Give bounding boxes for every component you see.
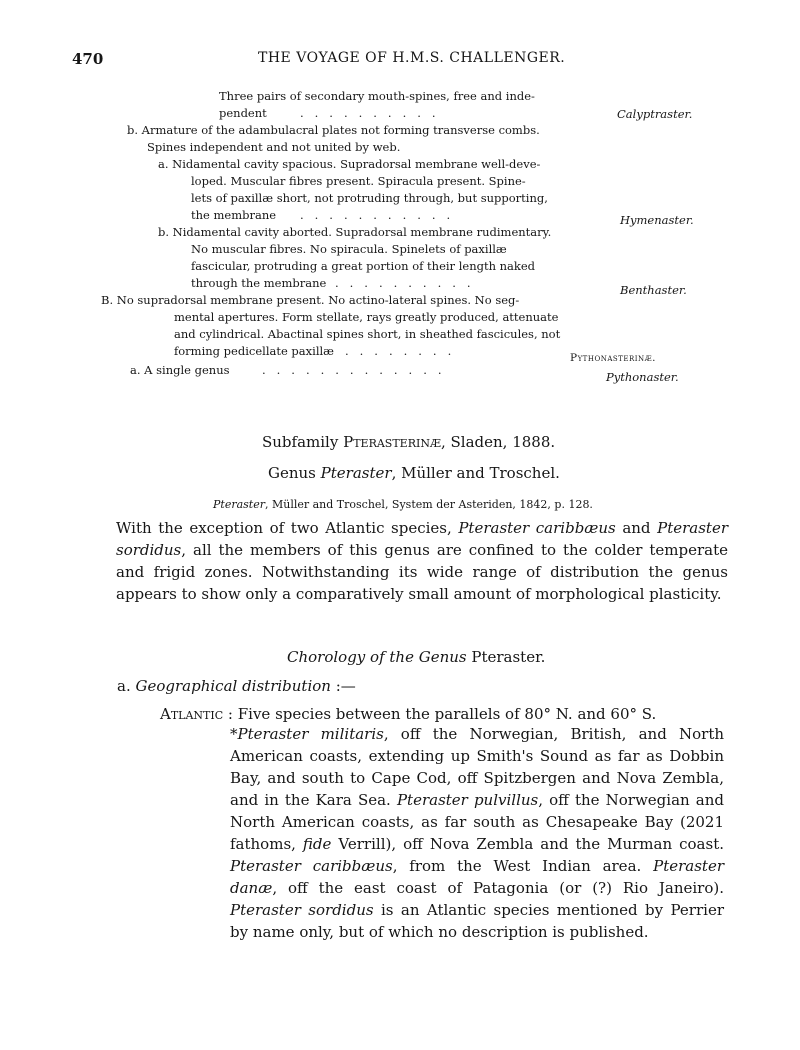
subfamily-heading: Subfamily Pterasterinæ, Sladen, 1888. — [262, 433, 556, 451]
atlantic-line: Atlantic : Five species between the parallels of 80° N. and 60° S. — [160, 705, 657, 723]
species-paragraph: *Pteraster militaris, off the Norwegian, British, and North American coasts, extending up Smith's Sound as far as Dobbin Bay, and south to Cape Cod, off Spitzbergen and Nova Zembla, and in the Kara Sea. Pteraster pulvillus, off the Norwegian and North American coasts, as far south as Chesapeake Bay (2021 fathoms, fide Verrill), off Nova Zembla and the Murman coast. Pteraster caribbæus, from the West Indian area. Pteraster danæ, off the east coast of Patagonia (or (?) Rio Janeiro). Pteraster sordidus is an Atlantic species mentioned by Perrier by name only, but of which no description is published. — [230, 725, 725, 941]
key-line: mental apertures. Form stellate, rays greatly produced, attenuate — [174, 310, 559, 324]
genus-name: Pteraster — [320, 464, 392, 482]
key-line: B. No supradorsal membrane present. No actino-lateral spines. No seg- — [101, 293, 520, 307]
subfamily-name: Pterasterinæ — [343, 433, 441, 451]
taxon-benthaster: Benthaster. — [620, 283, 687, 297]
key-line: fascicular, protruding a great portion of their length naked — [191, 259, 536, 273]
taxon-pythonasterinae: Pythonasterinæ. — [570, 352, 656, 364]
key-line: loped. Muscular fibres present. Spiracula present. Spine- — [191, 174, 526, 188]
leader-dots: ........ — [345, 344, 463, 358]
intro-paragraph: With the exception of two Atlantic species, Pteraster caribbæus and Pteraster sordidus, all the members of this genus are confined to the colder temperate and frigid zones. Notwithstanding its wide range of distribution the genus appears to show only a comparatively small amount of morphological plasticity. — [116, 519, 728, 603]
taxon-pythonaster: Pythonaster. — [606, 370, 679, 384]
running-title: THE VOYAGE OF H.M.S. CHALLENGER. — [258, 50, 566, 66]
key-line: the membrane — [191, 208, 277, 222]
chorology-heading: Chorology of the Genus Pteraster. — [287, 648, 546, 666]
key-line: b. Nidamental cavity aborted. Supradorsal membrane rudimentary. — [158, 225, 552, 239]
page-number: 470 — [72, 50, 104, 68]
leader-dots: .......... — [335, 276, 482, 290]
key-line: lets of paxillæ short, not protruding through, but supporting, — [191, 191, 548, 205]
leader-dots: ........... — [300, 208, 462, 222]
geographical-distribution-heading: a. Geographical distribution :— — [117, 677, 356, 695]
key-line: forming pedicellate paxillæ — [174, 344, 334, 358]
key-line: b. Armature of the adambulacral plates not forming transverse combs. — [127, 123, 540, 137]
key-line: Three pairs of secondary mouth-spines, free and inde- — [219, 89, 535, 103]
leader-dots: .......... — [300, 106, 447, 120]
key-line: Spines independent and not united by web. — [147, 140, 401, 154]
key-line: No muscular fibres. No spiracula. Spinelets of paxillæ — [191, 242, 507, 256]
taxon-hymenaster: Hymenaster. — [620, 213, 694, 227]
key-line: through the membrane — [191, 276, 327, 290]
genus-citation: Pteraster, Müller and Troschel, System der Asteriden, 1842, p. 128. — [213, 498, 593, 511]
genus-heading: Genus Pteraster, Müller and Troschel. — [268, 464, 560, 482]
taxon-calyptraster: Calyptraster. — [617, 107, 693, 121]
atlantic-label: Atlantic — [160, 705, 224, 723]
key-line: and cylindrical. Abactinal spines short, in sheathed fascicules, not — [174, 327, 561, 341]
key-line: a. Nidamental cavity spacious. Supradorsal membrane well-deve- — [158, 157, 541, 171]
key-line: a. A single genus — [130, 363, 230, 377]
leader-dots: ............. — [262, 363, 453, 377]
key-line: pendent — [219, 106, 267, 120]
